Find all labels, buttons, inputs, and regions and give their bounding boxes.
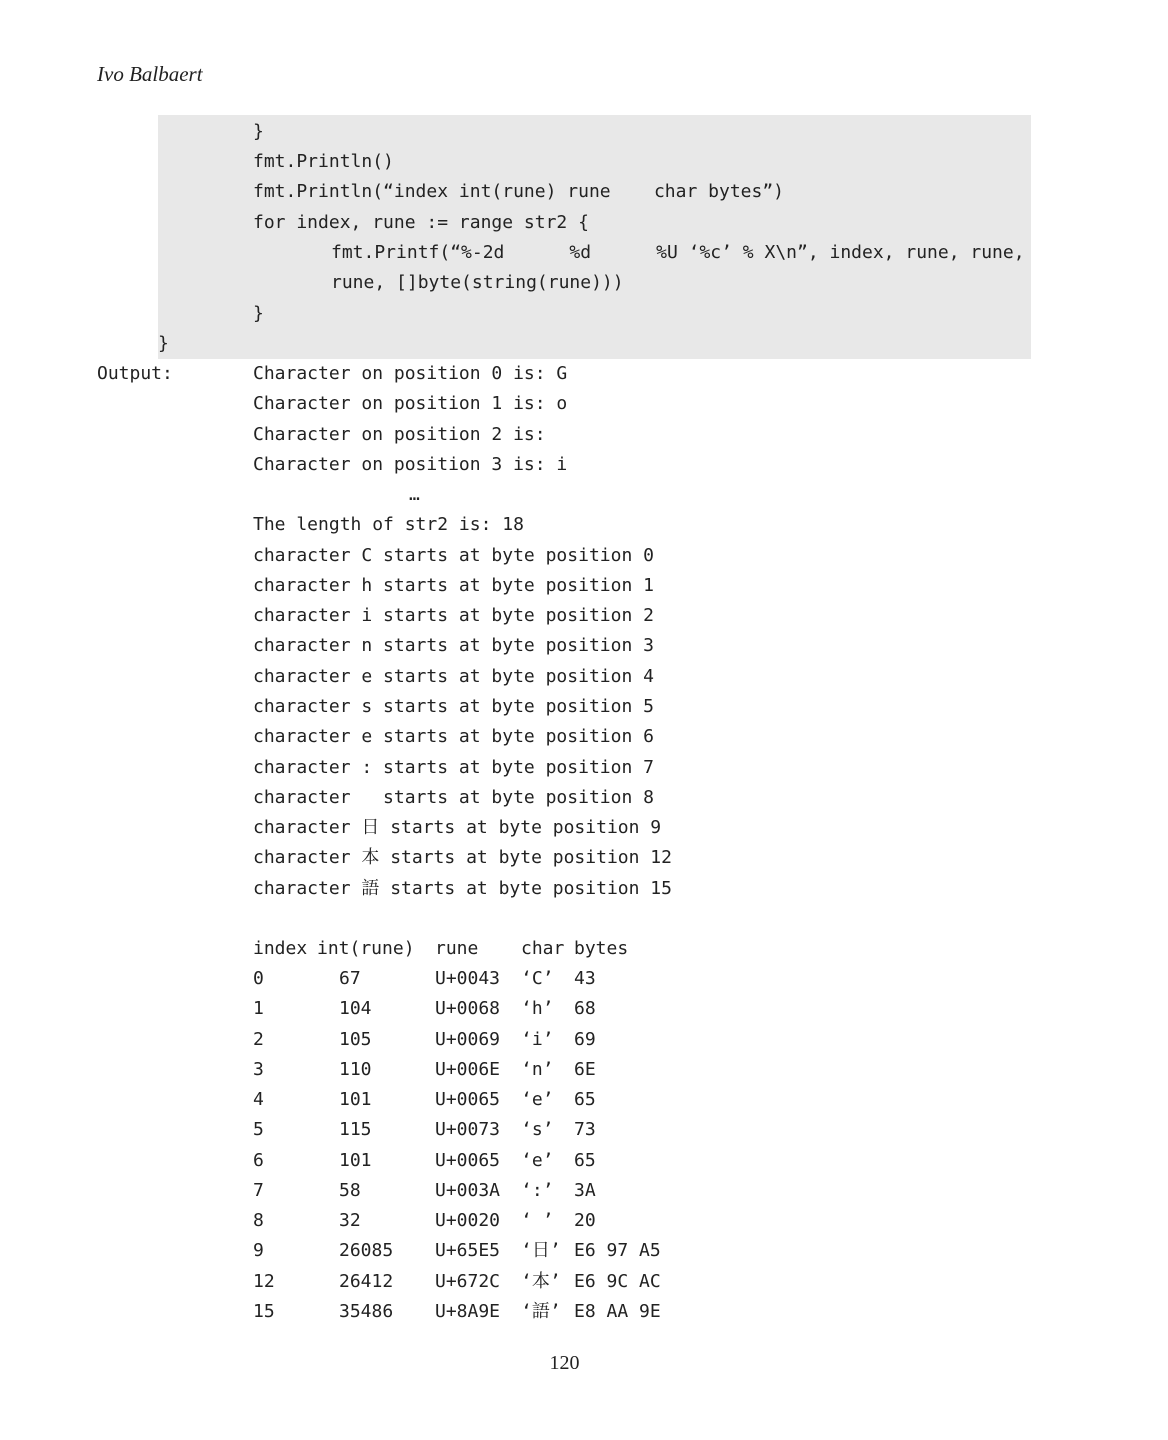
output-ellipsis: … <box>409 484 420 505</box>
table-cell-char: ‘語’ <box>521 1300 561 1322</box>
code-line: fmt.Printf(“%-2d %d %U ‘%c’ % X\n”, index, rune, rune, <box>331 242 1025 263</box>
table-cell-bytes: 65 <box>574 1149 596 1171</box>
table-cell-bytes: 43 <box>574 968 596 989</box>
code-line: } <box>158 333 169 354</box>
table-cell-rune: U+0068 <box>435 998 501 1020</box>
output-line: character i starts at byte position 2 <box>253 605 654 626</box>
table-cell-char: ‘e’ <box>521 1089 554 1110</box>
output-line: character : starts at byte position 7 <box>253 757 654 778</box>
table-cell-int-rune: 32 <box>339 1210 361 1231</box>
output-line: character starts at byte position 8 <box>253 787 654 808</box>
table-cell-index: 3 <box>253 1058 264 1080</box>
table-cell-char: ‘:’ <box>521 1179 554 1201</box>
table-cell-int-rune: 105 <box>339 1028 372 1050</box>
table-cell-rune: U+0065 <box>435 1089 501 1110</box>
table-cell-char: ‘n’ <box>521 1058 554 1080</box>
table-header-bytes: bytes <box>574 938 629 959</box>
table-cell-rune: U+0043 <box>435 968 501 989</box>
table-cell-bytes: 69 <box>574 1028 596 1050</box>
table-cell-int-rune: 104 <box>339 998 372 1020</box>
table-cell-index: 8 <box>253 1210 264 1231</box>
table-cell-char: ‘日’ <box>521 1240 561 1262</box>
table-cell-int-rune: 110 <box>339 1058 372 1080</box>
table-cell-index: 2 <box>253 1028 264 1050</box>
table-cell-rune: U+0073 <box>435 1119 501 1141</box>
table-cell-index: 6 <box>253 1149 264 1171</box>
table-cell-bytes: 6E <box>574 1058 596 1080</box>
output-line: Character on position 0 is: G <box>253 363 568 384</box>
table-cell-rune: U+0020 <box>435 1210 501 1231</box>
table-cell-int-rune: 26412 <box>339 1270 394 1292</box>
table-cell-index: 5 <box>253 1119 264 1141</box>
table-header-char: char <box>521 938 565 959</box>
output-line: Character on position 3 is: i <box>253 454 568 475</box>
table-cell-index: 12 <box>253 1270 275 1292</box>
table-cell-bytes: E6 97 A5 <box>574 1240 661 1262</box>
table-cell-char: ‘s’ <box>521 1119 554 1141</box>
table-header-rune: rune <box>435 938 479 959</box>
page-number: 120 <box>549 1352 580 1374</box>
code-line: fmt.Println() <box>253 151 394 172</box>
table-cell-char: ‘C’ <box>521 968 554 989</box>
output-line: character 語 starts at byte position 15 <box>253 878 672 899</box>
table-cell-rune: U+0069 <box>435 1028 501 1050</box>
table-cell-bytes: E8 AA 9E <box>574 1300 661 1322</box>
table-cell-index: 9 <box>253 1240 264 1262</box>
table-cell-index: 4 <box>253 1089 264 1110</box>
table-cell-int-rune: 67 <box>339 968 361 989</box>
table-cell-rune: U+8A9E <box>435 1300 501 1322</box>
table-cell-char: ‘本’ <box>521 1270 561 1292</box>
output-line: Character on position 1 is: o <box>253 393 568 414</box>
table-cell-int-rune: 101 <box>339 1089 372 1110</box>
table-cell-index: 15 <box>253 1300 275 1322</box>
output-line: Character on position 2 is: <box>253 424 546 445</box>
table-cell-char: ‘h’ <box>521 998 554 1020</box>
table-cell-index: 1 <box>253 998 264 1020</box>
table-header-int-rune: int(rune) <box>317 938 415 959</box>
table-cell-int-rune: 26085 <box>339 1240 394 1262</box>
table-cell-index: 7 <box>253 1179 264 1201</box>
table-cell-bytes: 3A <box>574 1179 596 1201</box>
code-line: fmt.Println(“index int(rune) rune char bytes”) <box>253 181 785 202</box>
output-line: The length of str2 is: 18 <box>253 514 524 535</box>
table-cell-rune: U+0065 <box>435 1149 501 1171</box>
table-cell-int-rune: 115 <box>339 1119 372 1141</box>
table-cell-bytes: 68 <box>574 998 596 1020</box>
code-line: for index, rune := range str2 { <box>253 212 589 233</box>
table-header-index: index <box>253 938 308 959</box>
table-cell-rune: U+006E <box>435 1058 501 1080</box>
table-cell-char: ‘e’ <box>521 1149 554 1171</box>
output-line: character h starts at byte position 1 <box>253 575 654 596</box>
output-label: Output: <box>97 363 173 384</box>
table-cell-char: ‘i’ <box>521 1028 554 1050</box>
table-cell-int-rune: 35486 <box>339 1300 394 1322</box>
code-line: rune, []byte(string(rune))) <box>331 272 624 293</box>
table-cell-rune: U+003A <box>435 1179 501 1201</box>
output-line: character 日 starts at byte position 9 <box>253 817 662 838</box>
output-line: character e starts at byte position 6 <box>253 726 654 747</box>
table-cell-char: ‘ ’ <box>521 1210 554 1231</box>
output-line: character 本 starts at byte position 12 <box>253 847 672 868</box>
running-header-author: Ivo Balbaert <box>97 62 203 86</box>
table-cell-bytes: E6 9C AC <box>574 1270 661 1292</box>
table-cell-int-rune: 58 <box>339 1179 361 1201</box>
table-cell-bytes: 65 <box>574 1089 596 1110</box>
output-line: character C starts at byte position 0 <box>253 545 654 566</box>
table-cell-bytes: 20 <box>574 1210 596 1231</box>
code-line: } <box>253 303 264 324</box>
output-line: character e starts at byte position 4 <box>253 666 654 687</box>
output-line: character s starts at byte position 5 <box>253 696 654 717</box>
table-cell-rune: U+65E5 <box>435 1240 501 1262</box>
table-cell-index: 0 <box>253 968 264 989</box>
output-line: character n starts at byte position 3 <box>253 635 654 656</box>
code-line: } <box>253 121 264 142</box>
table-cell-int-rune: 101 <box>339 1149 372 1171</box>
table-cell-bytes: 73 <box>574 1119 596 1141</box>
table-cell-rune: U+672C <box>435 1270 501 1292</box>
